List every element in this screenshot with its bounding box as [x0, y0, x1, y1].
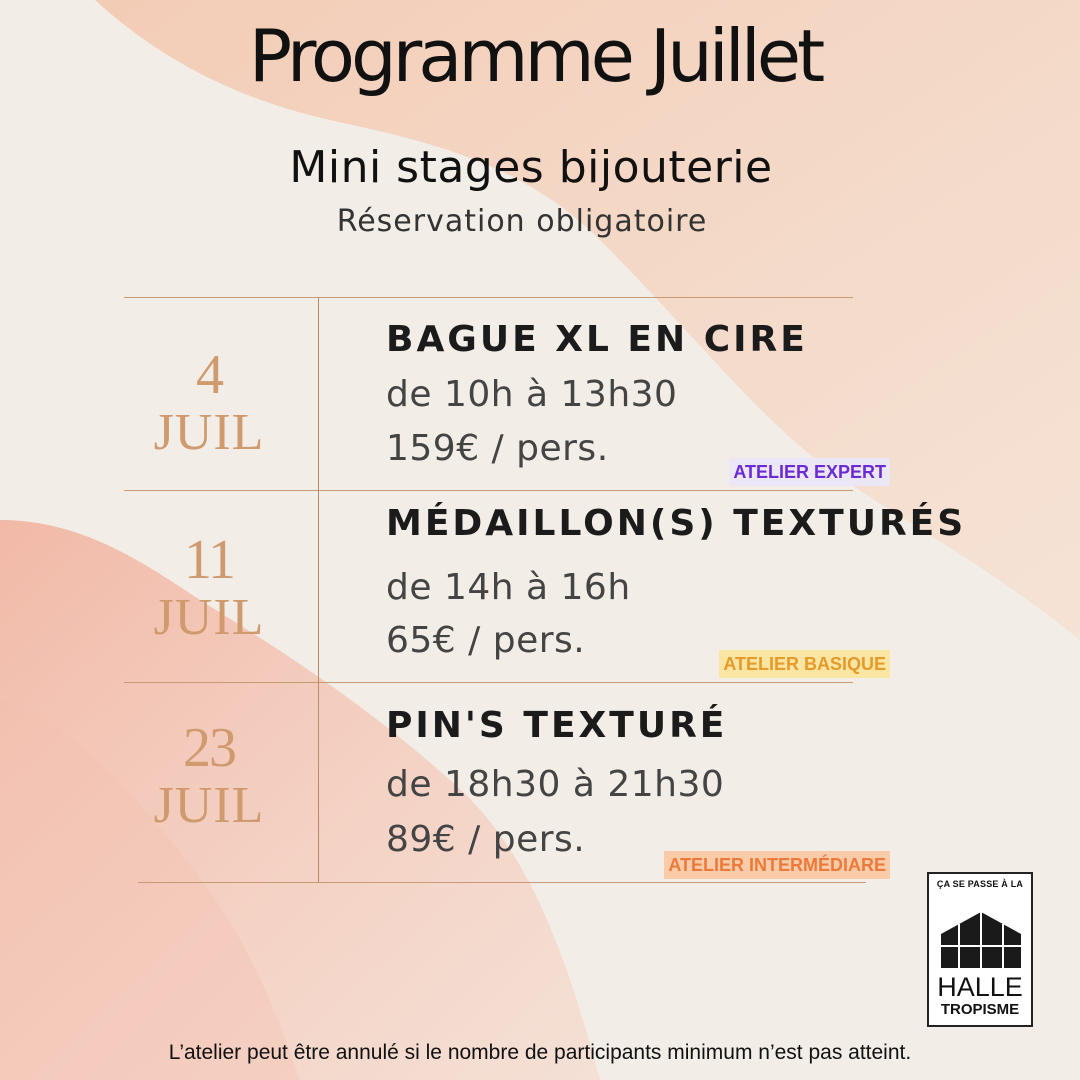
- logo-tagline: ÇA SE PASSE À LA: [936, 879, 1024, 889]
- workshop-name: PIN'S TEXTURÉ: [386, 705, 728, 746]
- workshop-time: de 14h à 16h: [386, 567, 631, 608]
- page-title: Programme Juillet: [248, 14, 822, 98]
- workshop-name: BAGUE XL EN CIRE: [386, 319, 808, 360]
- table-divider-top: [124, 297, 853, 298]
- workshop-day: 11: [184, 529, 234, 591]
- page-subtitle: Mini stages bijouterie: [289, 142, 773, 193]
- logo-halle: HALLE: [937, 972, 1023, 1002]
- workshop-time: de 10h à 13h30: [386, 374, 678, 415]
- workshop-date: [125, 345, 293, 461]
- table-column-divider: [318, 297, 319, 882]
- table-divider-1: [124, 490, 853, 491]
- level-badge: ATELIER INTERMÉDIARE: [664, 851, 890, 879]
- halle-tropisme-logo: [927, 872, 1033, 1027]
- workshop-date: [125, 530, 293, 646]
- workshop-day: 23: [183, 717, 235, 779]
- cancellation-note: L’atelier peut être annulé si le nombre de participants minimum n’est pas atteint.: [168, 1041, 912, 1064]
- logo-tropisme: TROPISME: [940, 1001, 1020, 1018]
- workshop-time: de 18h30 à 21h30: [386, 764, 725, 805]
- table-divider-2: [124, 682, 853, 683]
- table-divider-bottom: [138, 882, 866, 883]
- workshop-price: 65€ / pers.: [386, 620, 586, 661]
- workshop-month: JUIL: [153, 589, 265, 646]
- workshop-date: [125, 718, 293, 834]
- level-badge: ATELIER BASIQUE: [719, 650, 890, 678]
- workshop-day: 4: [196, 344, 222, 406]
- level-badge: ATELIER EXPERT: [729, 458, 890, 486]
- workshop-name: MÉDAILLON(S) TEXTURÉS: [386, 503, 967, 544]
- workshop-month: JUIL: [153, 777, 265, 834]
- workshop-month: JUIL: [153, 404, 265, 461]
- workshop-price: 89€ / pers.: [386, 819, 586, 860]
- workshop-price: 159€ / pers.: [386, 428, 609, 469]
- halle-building-icon: [937, 910, 1025, 968]
- reservation-note: Réservation obligatoire: [336, 204, 708, 239]
